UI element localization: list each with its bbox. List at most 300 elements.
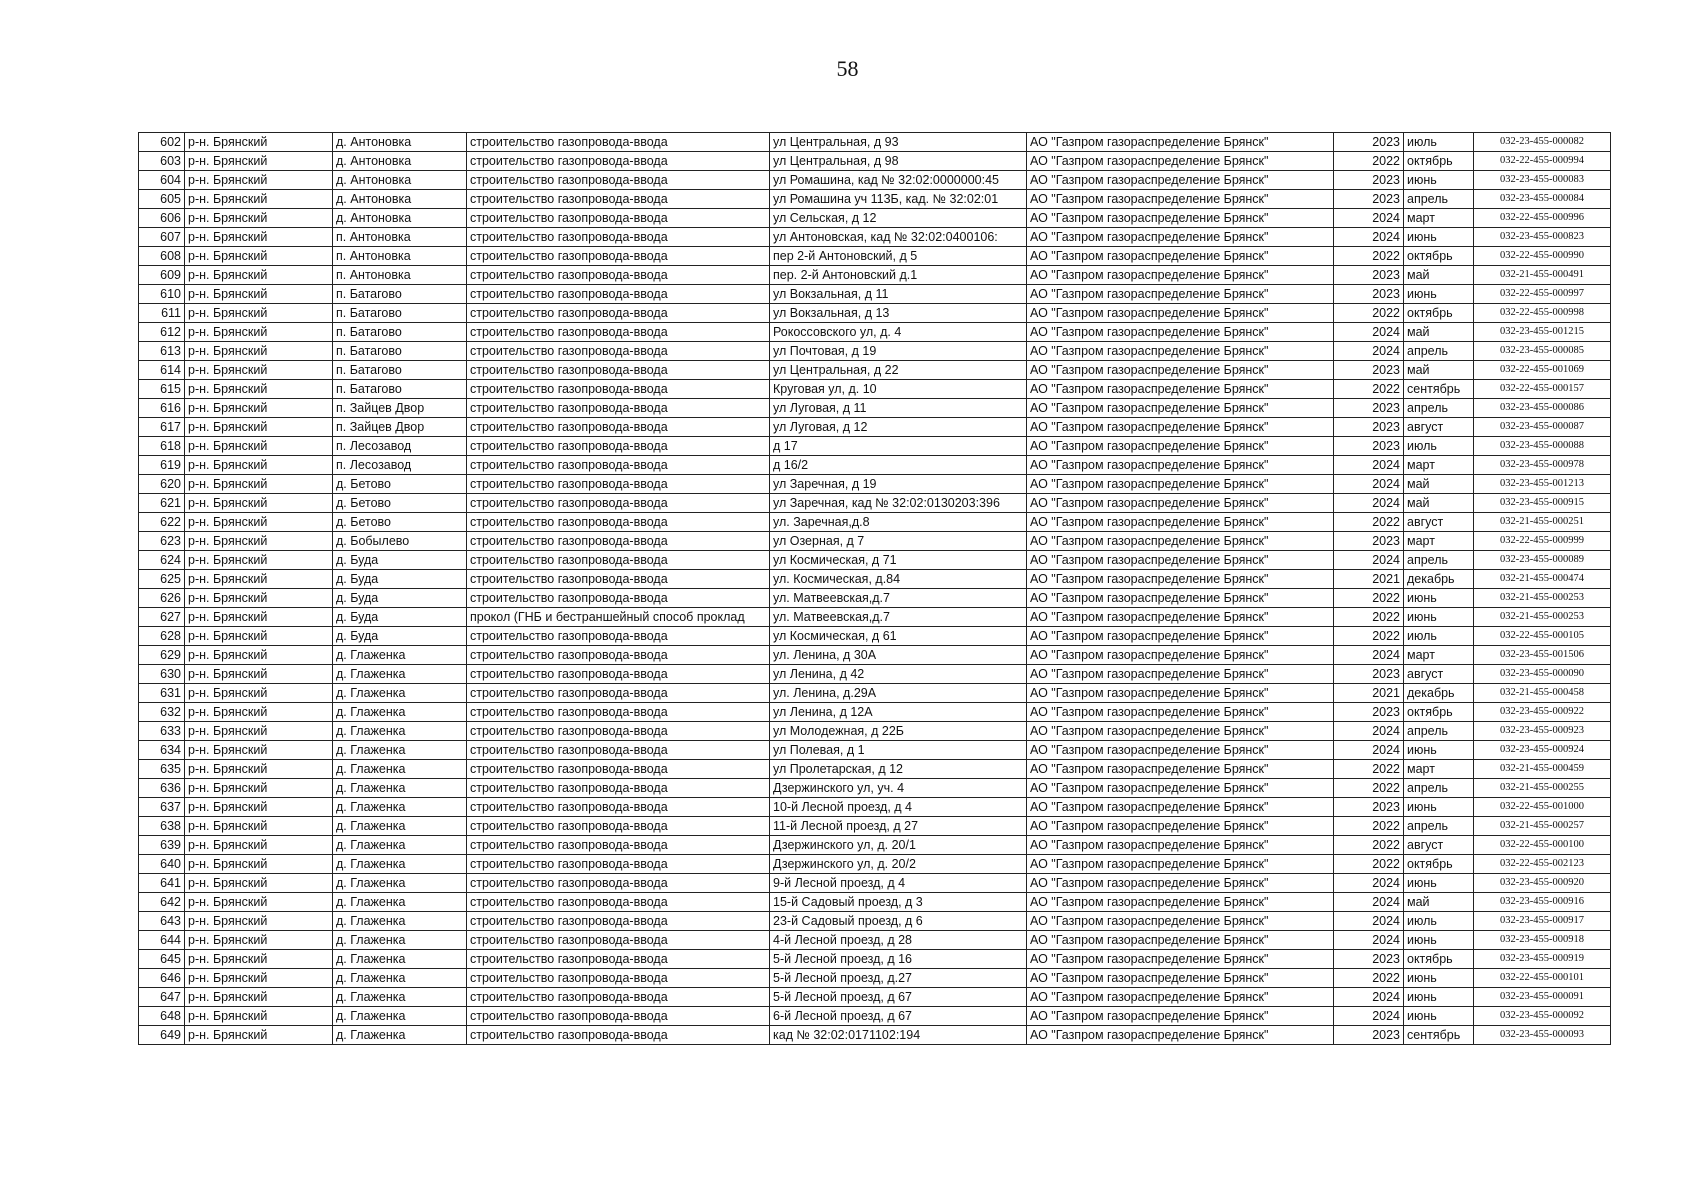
address-cell: ул Заречная, д 19 bbox=[770, 475, 1027, 494]
row-number-cell: 636 bbox=[139, 779, 185, 798]
organization-cell: АО "Газпром газораспределение Брянск" bbox=[1027, 475, 1334, 494]
cadastral-id-cell: 032-23-455-000083 bbox=[1474, 171, 1611, 190]
row-number-cell: 622 bbox=[139, 513, 185, 532]
organization-cell: АО "Газпром газораспределение Брянск" bbox=[1027, 437, 1334, 456]
organization-cell: АО "Газпром газораспределение Брянск" bbox=[1027, 304, 1334, 323]
month-cell: апрель bbox=[1404, 779, 1474, 798]
month-cell: март bbox=[1404, 646, 1474, 665]
month-cell: август bbox=[1404, 665, 1474, 684]
organization-cell: АО "Газпром газораспределение Брянск" bbox=[1027, 513, 1334, 532]
district-cell: р-н. Брянский bbox=[185, 152, 333, 171]
work-type-cell: строительство газопровода-ввода bbox=[467, 209, 770, 228]
settlement-cell: п. Антоновка bbox=[333, 228, 467, 247]
settlement-cell: п. Батагово bbox=[333, 361, 467, 380]
district-cell: р-н. Брянский bbox=[185, 456, 333, 475]
address-cell: ул Молодежная, д 22Б bbox=[770, 722, 1027, 741]
organization-cell: АО "Газпром газораспределение Брянск" bbox=[1027, 247, 1334, 266]
table-row bbox=[139, 133, 1611, 152]
organization-cell: АО "Газпром газораспределение Брянск" bbox=[1027, 589, 1334, 608]
cadastral-id-cell: 032-23-455-000093 bbox=[1474, 1026, 1611, 1045]
work-type-cell: строительство газопровода-ввода bbox=[467, 741, 770, 760]
table-row bbox=[139, 855, 1611, 874]
organization-cell: АО "Газпром газораспределение Брянск" bbox=[1027, 608, 1334, 627]
cadastral-id-cell: 032-21-455-000257 bbox=[1474, 817, 1611, 836]
district-cell: р-н. Брянский bbox=[185, 418, 333, 437]
settlement-cell: д. Глаженка bbox=[333, 684, 467, 703]
address-cell: ул Пролетарская, д 12 bbox=[770, 760, 1027, 779]
row-number-cell: 610 bbox=[139, 285, 185, 304]
settlement-cell: п. Антоновка bbox=[333, 266, 467, 285]
cadastral-id-cell: 032-23-455-000085 bbox=[1474, 342, 1611, 361]
settlement-cell: д. Глаженка bbox=[333, 950, 467, 969]
address-cell: 23-й Садовый проезд, д 6 bbox=[770, 912, 1027, 931]
work-type-cell: строительство газопровода-ввода bbox=[467, 912, 770, 931]
table-row bbox=[139, 589, 1611, 608]
district-cell: р-н. Брянский bbox=[185, 1026, 333, 1045]
district-cell: р-н. Брянский bbox=[185, 741, 333, 760]
cadastral-id-cell: 032-22-455-001069 bbox=[1474, 361, 1611, 380]
work-type-cell: строительство газопровода-ввода bbox=[467, 855, 770, 874]
year-cell: 2023 bbox=[1334, 133, 1404, 152]
month-cell: октябрь bbox=[1404, 855, 1474, 874]
table-row bbox=[139, 304, 1611, 323]
work-type-cell: строительство газопровода-ввода bbox=[467, 760, 770, 779]
district-cell: р-н. Брянский bbox=[185, 247, 333, 266]
month-cell: июнь bbox=[1404, 741, 1474, 760]
work-type-cell: строительство газопровода-ввода bbox=[467, 361, 770, 380]
table-row bbox=[139, 931, 1611, 950]
address-cell: пер 2-й Антоновский, д 5 bbox=[770, 247, 1027, 266]
register-table-body bbox=[139, 133, 1611, 1045]
organization-cell: АО "Газпром газораспределение Брянск" bbox=[1027, 171, 1334, 190]
table-row bbox=[139, 912, 1611, 931]
cadastral-id-cell: 032-22-455-000990 bbox=[1474, 247, 1611, 266]
work-type-cell: строительство газопровода-ввода bbox=[467, 570, 770, 589]
district-cell: р-н. Брянский bbox=[185, 171, 333, 190]
row-number-cell: 607 bbox=[139, 228, 185, 247]
address-cell: 9-й Лесной проезд, д 4 bbox=[770, 874, 1027, 893]
work-type-cell: строительство газопровода-ввода bbox=[467, 456, 770, 475]
district-cell: р-н. Брянский bbox=[185, 513, 333, 532]
row-number-cell: 621 bbox=[139, 494, 185, 513]
address-cell: ул Космическая, д 61 bbox=[770, 627, 1027, 646]
district-cell: р-н. Брянский bbox=[185, 760, 333, 779]
year-cell: 2024 bbox=[1334, 228, 1404, 247]
cadastral-id-cell: 032-21-455-000253 bbox=[1474, 608, 1611, 627]
year-cell: 2022 bbox=[1334, 836, 1404, 855]
month-cell: октябрь bbox=[1404, 304, 1474, 323]
district-cell: р-н. Брянский bbox=[185, 988, 333, 1007]
row-number-cell: 614 bbox=[139, 361, 185, 380]
organization-cell: АО "Газпром газораспределение Брянск" bbox=[1027, 1026, 1334, 1045]
table-row bbox=[139, 247, 1611, 266]
address-cell: ул. Космическая, д.84 bbox=[770, 570, 1027, 589]
organization-cell: АО "Газпром газораспределение Брянск" bbox=[1027, 760, 1334, 779]
address-cell: 5-й Лесной проезд, д 16 bbox=[770, 950, 1027, 969]
table-row bbox=[139, 665, 1611, 684]
year-cell: 2023 bbox=[1334, 437, 1404, 456]
table-row bbox=[139, 323, 1611, 342]
cadastral-id-cell: 032-23-455-000087 bbox=[1474, 418, 1611, 437]
cadastral-id-cell: 032-21-455-000253 bbox=[1474, 589, 1611, 608]
table-row bbox=[139, 152, 1611, 171]
organization-cell: АО "Газпром газораспределение Брянск" bbox=[1027, 456, 1334, 475]
row-number-cell: 641 bbox=[139, 874, 185, 893]
address-cell: ул Заречная, кад № 32:02:0130203:396 bbox=[770, 494, 1027, 513]
cadastral-id-cell: 032-23-455-001506 bbox=[1474, 646, 1611, 665]
month-cell: сентябрь bbox=[1404, 1026, 1474, 1045]
row-number-cell: 643 bbox=[139, 912, 185, 931]
table-row bbox=[139, 494, 1611, 513]
month-cell: октябрь bbox=[1404, 152, 1474, 171]
year-cell: 2022 bbox=[1334, 247, 1404, 266]
table-row bbox=[139, 570, 1611, 589]
row-number-cell: 609 bbox=[139, 266, 185, 285]
settlement-cell: д. Антоновка bbox=[333, 209, 467, 228]
work-type-cell: строительство газопровода-ввода bbox=[467, 342, 770, 361]
row-number-cell: 647 bbox=[139, 988, 185, 1007]
table-row bbox=[139, 798, 1611, 817]
row-number-cell: 648 bbox=[139, 1007, 185, 1026]
district-cell: р-н. Брянский bbox=[185, 703, 333, 722]
organization-cell: АО "Газпром газораспределение Брянск" bbox=[1027, 570, 1334, 589]
table-row bbox=[139, 836, 1611, 855]
month-cell: декабрь bbox=[1404, 684, 1474, 703]
table-row bbox=[139, 988, 1611, 1007]
table-row bbox=[139, 418, 1611, 437]
district-cell: р-н. Брянский bbox=[185, 342, 333, 361]
cadastral-id-cell: 032-23-455-000915 bbox=[1474, 494, 1611, 513]
settlement-cell: д. Глаженка bbox=[333, 836, 467, 855]
district-cell: р-н. Брянский bbox=[185, 665, 333, 684]
work-type-cell: строительство газопровода-ввода bbox=[467, 247, 770, 266]
year-cell: 2024 bbox=[1334, 741, 1404, 760]
table-row bbox=[139, 1026, 1611, 1045]
district-cell: р-н. Брянский bbox=[185, 285, 333, 304]
organization-cell: АО "Газпром газораспределение Брянск" bbox=[1027, 285, 1334, 304]
year-cell: 2022 bbox=[1334, 304, 1404, 323]
year-cell: 2022 bbox=[1334, 589, 1404, 608]
cadastral-id-cell: 032-21-455-000474 bbox=[1474, 570, 1611, 589]
work-type-cell: строительство газопровода-ввода bbox=[467, 494, 770, 513]
table-row bbox=[139, 342, 1611, 361]
year-cell: 2024 bbox=[1334, 988, 1404, 1007]
row-number-cell: 617 bbox=[139, 418, 185, 437]
year-cell: 2024 bbox=[1334, 931, 1404, 950]
address-cell: ул Ленина, д 12А bbox=[770, 703, 1027, 722]
row-number-cell: 624 bbox=[139, 551, 185, 570]
row-number-cell: 649 bbox=[139, 1026, 185, 1045]
row-number-cell: 623 bbox=[139, 532, 185, 551]
work-type-cell: строительство газопровода-ввода bbox=[467, 817, 770, 836]
settlement-cell: д. Глаженка bbox=[333, 1007, 467, 1026]
organization-cell: АО "Газпром газораспределение Брянск" bbox=[1027, 893, 1334, 912]
settlement-cell: п. Батагово bbox=[333, 342, 467, 361]
year-cell: 2023 bbox=[1334, 950, 1404, 969]
work-type-cell: строительство газопровода-ввода bbox=[467, 1026, 770, 1045]
address-cell: 5-й Лесной проезд, д.27 bbox=[770, 969, 1027, 988]
settlement-cell: д. Глаженка bbox=[333, 741, 467, 760]
settlement-cell: д. Глаженка bbox=[333, 798, 467, 817]
month-cell: май bbox=[1404, 266, 1474, 285]
month-cell: апрель bbox=[1404, 722, 1474, 741]
table-row bbox=[139, 532, 1611, 551]
settlement-cell: д. Буда bbox=[333, 627, 467, 646]
organization-cell: АО "Газпром газораспределение Брянск" bbox=[1027, 551, 1334, 570]
organization-cell: АО "Газпром газораспределение Брянск" bbox=[1027, 684, 1334, 703]
district-cell: р-н. Брянский bbox=[185, 190, 333, 209]
table-row bbox=[139, 703, 1611, 722]
month-cell: март bbox=[1404, 209, 1474, 228]
row-number-cell: 611 bbox=[139, 304, 185, 323]
cadastral-id-cell: 032-22-455-000997 bbox=[1474, 285, 1611, 304]
address-cell: Круговая ул, д. 10 bbox=[770, 380, 1027, 399]
organization-cell: АО "Газпром газораспределение Брянск" bbox=[1027, 152, 1334, 171]
month-cell: май bbox=[1404, 494, 1474, 513]
organization-cell: АО "Газпром газораспределение Брянск" bbox=[1027, 266, 1334, 285]
work-type-cell: строительство газопровода-ввода bbox=[467, 266, 770, 285]
address-cell: 5-й Лесной проезд, д 67 bbox=[770, 988, 1027, 1007]
cadastral-id-cell: 032-23-455-000924 bbox=[1474, 741, 1611, 760]
cadastral-id-cell: 032-23-455-000919 bbox=[1474, 950, 1611, 969]
month-cell: июль bbox=[1404, 627, 1474, 646]
settlement-cell: д. Глаженка bbox=[333, 646, 467, 665]
organization-cell: АО "Газпром газораспределение Брянск" bbox=[1027, 209, 1334, 228]
month-cell: июнь bbox=[1404, 988, 1474, 1007]
row-number-cell: 625 bbox=[139, 570, 185, 589]
district-cell: р-н. Брянский bbox=[185, 589, 333, 608]
district-cell: р-н. Брянский bbox=[185, 874, 333, 893]
month-cell: апрель bbox=[1404, 551, 1474, 570]
table-row bbox=[139, 266, 1611, 285]
work-type-cell: строительство газопровода-ввода bbox=[467, 133, 770, 152]
month-cell: апрель bbox=[1404, 190, 1474, 209]
district-cell: р-н. Брянский bbox=[185, 817, 333, 836]
work-type-cell: строительство газопровода-ввода bbox=[467, 532, 770, 551]
row-number-cell: 646 bbox=[139, 969, 185, 988]
cadastral-id-cell: 032-23-455-000922 bbox=[1474, 703, 1611, 722]
year-cell: 2023 bbox=[1334, 266, 1404, 285]
address-cell: 4-й Лесной проезд, д 28 bbox=[770, 931, 1027, 950]
work-type-cell: строительство газопровода-ввода bbox=[467, 418, 770, 437]
district-cell: р-н. Брянский bbox=[185, 437, 333, 456]
address-cell: ул Луговая, д 11 bbox=[770, 399, 1027, 418]
row-number-cell: 612 bbox=[139, 323, 185, 342]
work-type-cell: строительство газопровода-ввода bbox=[467, 836, 770, 855]
work-type-cell: строительство газопровода-ввода bbox=[467, 950, 770, 969]
settlement-cell: д. Антоновка bbox=[333, 152, 467, 171]
row-number-cell: 638 bbox=[139, 817, 185, 836]
year-cell: 2023 bbox=[1334, 399, 1404, 418]
work-type-cell: прокол (ГНБ и бестраншейный способ проклад bbox=[467, 608, 770, 627]
settlement-cell: д. Буда bbox=[333, 589, 467, 608]
organization-cell: АО "Газпром газораспределение Брянск" bbox=[1027, 494, 1334, 513]
settlement-cell: д. Глаженка bbox=[333, 817, 467, 836]
month-cell: июнь bbox=[1404, 608, 1474, 627]
district-cell: р-н. Брянский bbox=[185, 494, 333, 513]
year-cell: 2024 bbox=[1334, 912, 1404, 931]
district-cell: р-н. Брянский bbox=[185, 950, 333, 969]
district-cell: р-н. Брянский bbox=[185, 304, 333, 323]
settlement-cell: д. Глаженка bbox=[333, 703, 467, 722]
work-type-cell: строительство газопровода-ввода bbox=[467, 285, 770, 304]
organization-cell: АО "Газпром газораспределение Брянск" bbox=[1027, 798, 1334, 817]
work-type-cell: строительство газопровода-ввода bbox=[467, 1007, 770, 1026]
cadastral-id-cell: 032-23-455-000916 bbox=[1474, 893, 1611, 912]
row-number-cell: 606 bbox=[139, 209, 185, 228]
month-cell: май bbox=[1404, 361, 1474, 380]
row-number-cell: 630 bbox=[139, 665, 185, 684]
cadastral-id-cell: 032-23-455-001215 bbox=[1474, 323, 1611, 342]
month-cell: сентябрь bbox=[1404, 380, 1474, 399]
settlement-cell: п. Лесозавод bbox=[333, 437, 467, 456]
address-cell: ул Сельская, д 12 bbox=[770, 209, 1027, 228]
district-cell: р-н. Брянский bbox=[185, 361, 333, 380]
row-number-cell: 640 bbox=[139, 855, 185, 874]
organization-cell: АО "Газпром газораспределение Брянск" bbox=[1027, 342, 1334, 361]
year-cell: 2023 bbox=[1334, 285, 1404, 304]
month-cell: август bbox=[1404, 513, 1474, 532]
year-cell: 2024 bbox=[1334, 893, 1404, 912]
organization-cell: АО "Газпром газораспределение Брянск" bbox=[1027, 741, 1334, 760]
month-cell: июнь bbox=[1404, 969, 1474, 988]
district-cell: р-н. Брянский bbox=[185, 836, 333, 855]
settlement-cell: д. Буда bbox=[333, 608, 467, 627]
cadastral-id-cell: 032-21-455-000255 bbox=[1474, 779, 1611, 798]
table-row bbox=[139, 722, 1611, 741]
year-cell: 2023 bbox=[1334, 703, 1404, 722]
address-cell: ул Полевая, д 1 bbox=[770, 741, 1027, 760]
settlement-cell: д. Глаженка bbox=[333, 912, 467, 931]
year-cell: 2024 bbox=[1334, 874, 1404, 893]
month-cell: май bbox=[1404, 475, 1474, 494]
district-cell: р-н. Брянский bbox=[185, 133, 333, 152]
address-cell: ул Антоновская, кад № 32:02:0400106: bbox=[770, 228, 1027, 247]
settlement-cell: д. Бобылево bbox=[333, 532, 467, 551]
organization-cell: АО "Газпром газораспределение Брянск" bbox=[1027, 627, 1334, 646]
organization-cell: АО "Газпром газораспределение Брянск" bbox=[1027, 399, 1334, 418]
organization-cell: АО "Газпром газораспределение Брянск" bbox=[1027, 855, 1334, 874]
address-cell: д 17 bbox=[770, 437, 1027, 456]
address-cell: 11-й Лесной проезд, д 27 bbox=[770, 817, 1027, 836]
address-cell: ул. Заречная,д.8 bbox=[770, 513, 1027, 532]
year-cell: 2024 bbox=[1334, 551, 1404, 570]
table-row bbox=[139, 646, 1611, 665]
cadastral-id-cell: 032-23-455-000978 bbox=[1474, 456, 1611, 475]
year-cell: 2023 bbox=[1334, 1026, 1404, 1045]
cadastral-id-cell: 032-22-455-001000 bbox=[1474, 798, 1611, 817]
settlement-cell: д. Глаженка bbox=[333, 722, 467, 741]
year-cell: 2022 bbox=[1334, 969, 1404, 988]
cadastral-id-cell: 032-23-455-000823 bbox=[1474, 228, 1611, 247]
row-number-cell: 613 bbox=[139, 342, 185, 361]
year-cell: 2022 bbox=[1334, 779, 1404, 798]
year-cell: 2024 bbox=[1334, 646, 1404, 665]
row-number-cell: 633 bbox=[139, 722, 185, 741]
work-type-cell: строительство газопровода-ввода bbox=[467, 684, 770, 703]
row-number-cell: 631 bbox=[139, 684, 185, 703]
organization-cell: АО "Газпром газораспределение Брянск" bbox=[1027, 228, 1334, 247]
organization-cell: АО "Газпром газораспределение Брянск" bbox=[1027, 380, 1334, 399]
work-type-cell: строительство газопровода-ввода bbox=[467, 779, 770, 798]
table-row bbox=[139, 969, 1611, 988]
district-cell: р-н. Брянский bbox=[185, 627, 333, 646]
address-cell: ул Ромашина, кад № 32:02:0000000:45 bbox=[770, 171, 1027, 190]
district-cell: р-н. Брянский bbox=[185, 323, 333, 342]
month-cell: август bbox=[1404, 836, 1474, 855]
address-cell: ул Ромашина уч 113Б, кад. № 32:02:01 bbox=[770, 190, 1027, 209]
settlement-cell: д. Антоновка bbox=[333, 171, 467, 190]
table-row bbox=[139, 608, 1611, 627]
cadastral-id-cell: 032-23-455-001213 bbox=[1474, 475, 1611, 494]
work-type-cell: строительство газопровода-ввода bbox=[467, 171, 770, 190]
table-row bbox=[139, 437, 1611, 456]
organization-cell: АО "Газпром газораспределение Брянск" bbox=[1027, 836, 1334, 855]
month-cell: июнь bbox=[1404, 798, 1474, 817]
table-row bbox=[139, 285, 1611, 304]
work-type-cell: строительство газопровода-ввода bbox=[467, 475, 770, 494]
work-type-cell: строительство газопровода-ввода bbox=[467, 665, 770, 684]
table-row bbox=[139, 950, 1611, 969]
organization-cell: АО "Газпром газораспределение Брянск" bbox=[1027, 703, 1334, 722]
year-cell: 2024 bbox=[1334, 494, 1404, 513]
year-cell: 2022 bbox=[1334, 513, 1404, 532]
district-cell: р-н. Брянский bbox=[185, 684, 333, 703]
settlement-cell: д. Антоновка bbox=[333, 190, 467, 209]
month-cell: июнь bbox=[1404, 171, 1474, 190]
settlement-cell: д. Глаженка bbox=[333, 931, 467, 950]
address-cell: 10-й Лесной проезд, д 4 bbox=[770, 798, 1027, 817]
work-type-cell: строительство газопровода-ввода bbox=[467, 703, 770, 722]
work-type-cell: строительство газопровода-ввода bbox=[467, 152, 770, 171]
year-cell: 2024 bbox=[1334, 456, 1404, 475]
row-number-cell: 635 bbox=[139, 760, 185, 779]
address-cell: ул Центральная, д 98 bbox=[770, 152, 1027, 171]
cadastral-id-cell: 032-23-455-000089 bbox=[1474, 551, 1611, 570]
organization-cell: АО "Газпром газораспределение Брянск" bbox=[1027, 988, 1334, 1007]
address-cell: пер. 2-й Антоновский д.1 bbox=[770, 266, 1027, 285]
table-row bbox=[139, 874, 1611, 893]
row-number-cell: 637 bbox=[139, 798, 185, 817]
district-cell: р-н. Брянский bbox=[185, 209, 333, 228]
year-cell: 2022 bbox=[1334, 855, 1404, 874]
settlement-cell: п. Лесозавод bbox=[333, 456, 467, 475]
work-type-cell: строительство газопровода-ввода bbox=[467, 190, 770, 209]
year-cell: 2024 bbox=[1334, 209, 1404, 228]
month-cell: май bbox=[1404, 323, 1474, 342]
year-cell: 2022 bbox=[1334, 608, 1404, 627]
district-cell: р-н. Брянский bbox=[185, 798, 333, 817]
work-type-cell: строительство газопровода-ввода bbox=[467, 437, 770, 456]
organization-cell: АО "Газпром газораспределение Брянск" bbox=[1027, 323, 1334, 342]
cadastral-id-cell: 032-23-455-000091 bbox=[1474, 988, 1611, 1007]
cadastral-id-cell: 032-23-455-000918 bbox=[1474, 931, 1611, 950]
year-cell: 2023 bbox=[1334, 798, 1404, 817]
table-row bbox=[139, 171, 1611, 190]
settlement-cell: д. Антоновка bbox=[333, 133, 467, 152]
district-cell: р-н. Брянский bbox=[185, 969, 333, 988]
district-cell: р-н. Брянский bbox=[185, 779, 333, 798]
year-cell: 2023 bbox=[1334, 418, 1404, 437]
year-cell: 2023 bbox=[1334, 190, 1404, 209]
cadastral-id-cell: 032-21-455-000458 bbox=[1474, 684, 1611, 703]
year-cell: 2023 bbox=[1334, 665, 1404, 684]
table-row bbox=[139, 551, 1611, 570]
organization-cell: АО "Газпром газораспределение Брянск" bbox=[1027, 950, 1334, 969]
row-number-cell: 602 bbox=[139, 133, 185, 152]
work-type-cell: строительство газопровода-ввода bbox=[467, 874, 770, 893]
district-cell: р-н. Брянский bbox=[185, 608, 333, 627]
